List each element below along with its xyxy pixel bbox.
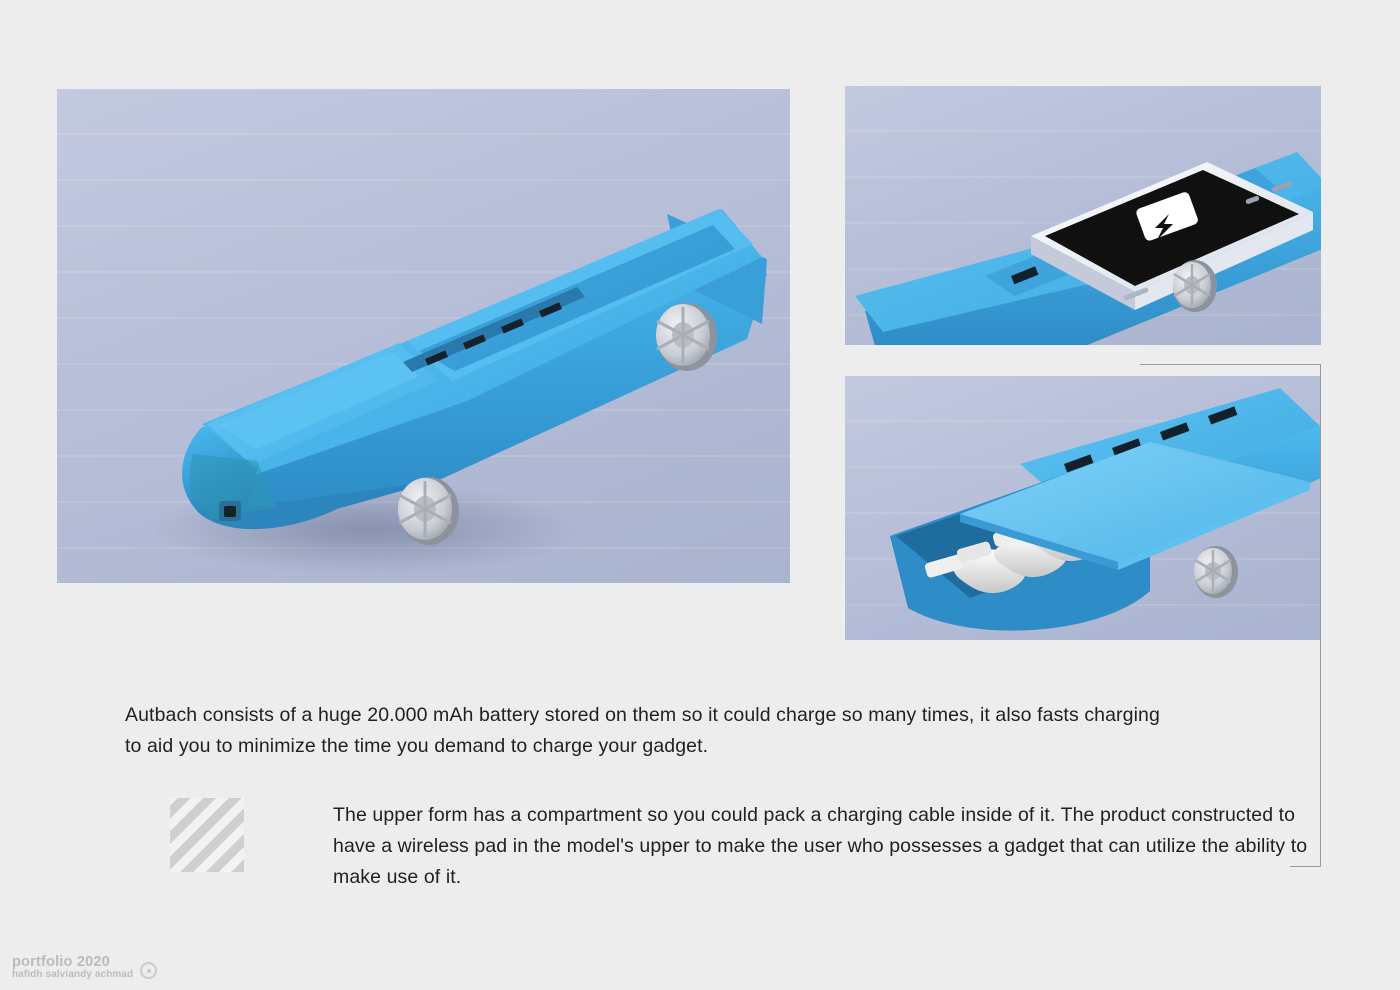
body-paragraph-2: The upper form has a compartment so you could pack a charging cable inside of it. The product constructed to have a wireless pad in the model's upper to make the user who possesses a gadget that can utilize the ability to make use of it.: [333, 804, 1308, 888]
hatched-square-decoration: [170, 798, 244, 872]
power-bank-open-compartment: [850, 386, 1321, 640]
wheel-front: [398, 477, 459, 545]
power-bank-main: [107, 109, 767, 579]
input-port-icon: [219, 501, 241, 521]
main-product-render: [57, 89, 790, 583]
bracket-line-top: [1140, 364, 1321, 365]
bracket-line-vertical: [1320, 364, 1321, 867]
footer-text: [12, 955, 133, 981]
footer: [12, 955, 157, 981]
power-bank-with-phone: [845, 106, 1321, 345]
cable-compartment-render: [845, 376, 1321, 640]
copyright-dot-icon: [140, 962, 157, 979]
wireless-charging-render: [845, 86, 1321, 345]
wheel: [1194, 546, 1238, 598]
footer-subtitle: hafidh salviandy achmad: [12, 969, 134, 981]
body-paragraph-1: Autbach consists of a huge 20.000 mAh battery stored on them so it could charge so many times, it also fasts charging to aid you to minimize the time you demand to charge your gadget.: [125, 704, 1160, 757]
wheel: [1173, 260, 1217, 312]
footer-title: portfolio 2020: [12, 953, 110, 970]
